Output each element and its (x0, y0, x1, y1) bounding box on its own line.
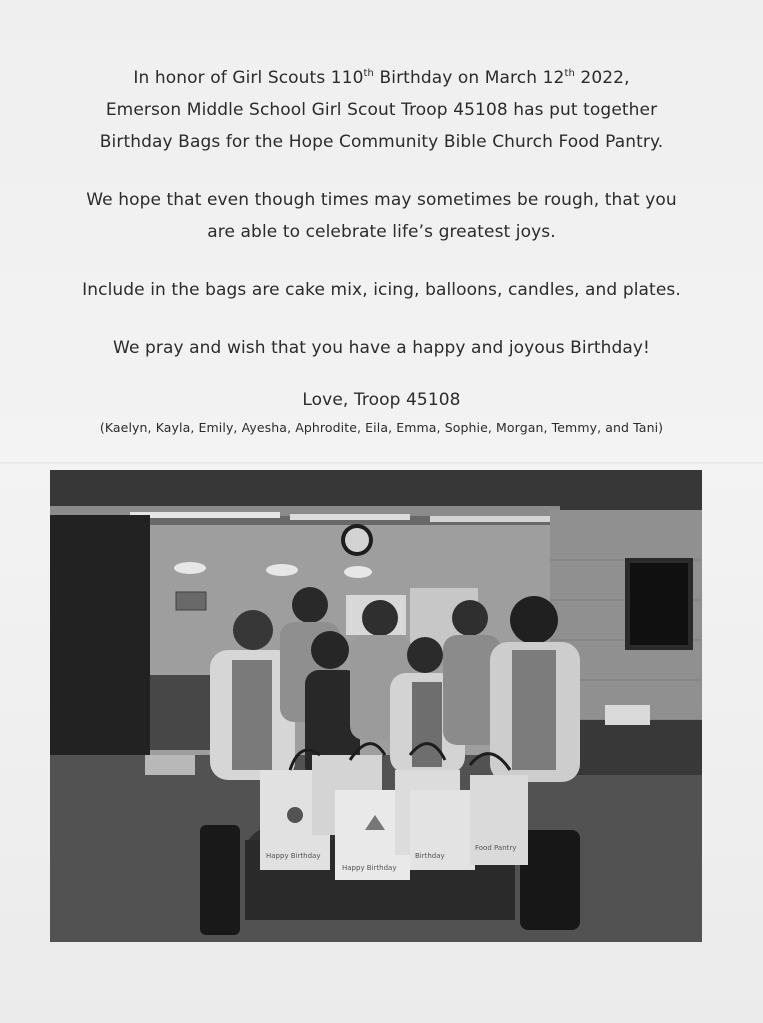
paper-fold (0, 462, 763, 464)
letter-text (0, 62, 763, 438)
wish-line: We pray and wish that you have a happy and joyous Birthday! (113, 338, 650, 358)
troop-names: (Kaelyn, Kayla, Emily, Ayesha, Aphrodite, Eila, Emma, Sophie, Morgan, Temmy, and Tani) (99, 420, 664, 435)
bag-label: Food Pantry (475, 844, 517, 852)
hope-line-2: are able to celebrate life’s greatest joys. (207, 222, 556, 242)
troop-photo (50, 470, 702, 942)
signoff: Love, Troop 45108 (302, 390, 461, 410)
letter-line-2: Emerson Middle School Girl Scout Troop 45108 has put together (105, 100, 658, 120)
contents-line: Include in the bags are cake mix, icing, balloons, candles, and plates. (82, 280, 681, 300)
letter-line-1: In honor of Girl Scouts 110th Birthday on March 12th 2022, (133, 68, 630, 88)
troop-photo-illustration (50, 470, 702, 942)
letter-line-3: Birthday Bags for the Hope Community Bible Church Food Pantry. (99, 132, 664, 152)
bag-label: Happy Birthday (342, 864, 397, 872)
bag-label: Happy Birthday (266, 852, 321, 860)
hope-line-1: We hope that even though times may sometimes be rough, that you (86, 190, 677, 210)
bag-label: Birthday (415, 852, 445, 860)
